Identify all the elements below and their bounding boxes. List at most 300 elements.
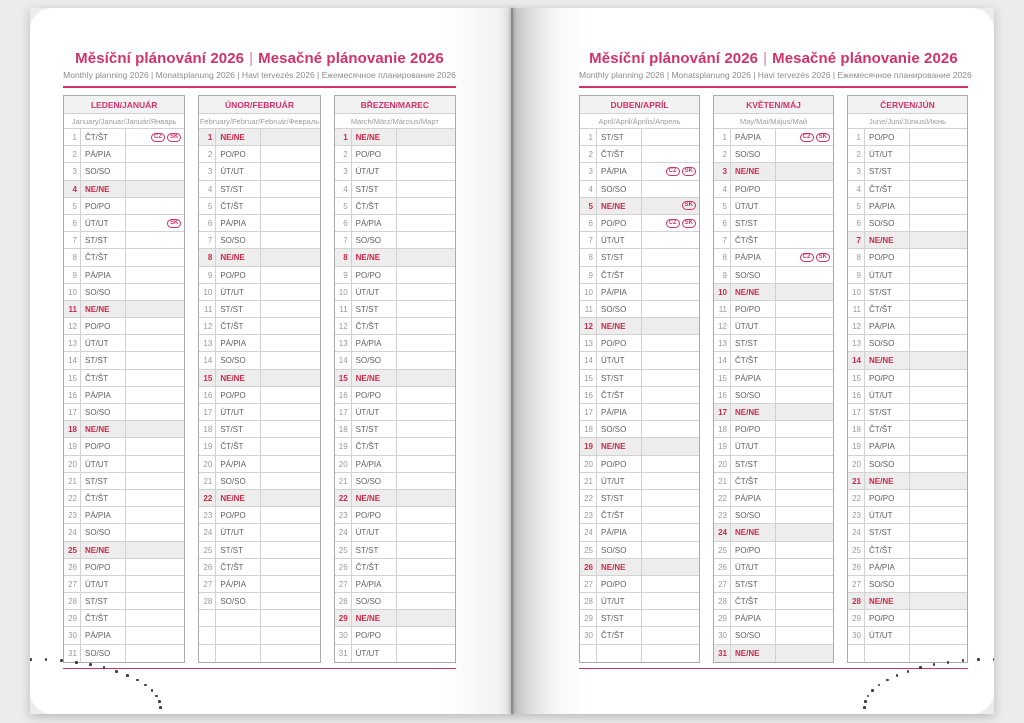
notes-cell bbox=[397, 301, 455, 317]
page-subtitle: Monthly planning 2026 | Monatsplanung 2026 | Havi tervezés 2026 | Ежемесячное планирование 2026 bbox=[63, 70, 456, 80]
day-number: 20 bbox=[64, 456, 81, 472]
day-number: 2 bbox=[199, 146, 216, 162]
day-abbr: ÚT/UT bbox=[352, 163, 397, 179]
months-row bbox=[63, 95, 456, 663]
day-row bbox=[199, 576, 319, 593]
notes-cell bbox=[642, 370, 699, 386]
day-number: 1 bbox=[848, 129, 865, 145]
day-number: 15 bbox=[335, 370, 352, 386]
month-table bbox=[334, 95, 456, 663]
notes-cell bbox=[126, 645, 184, 662]
notes-cell bbox=[397, 627, 455, 643]
day-number: 16 bbox=[64, 387, 81, 403]
day-abbr: PÁ/PIA bbox=[865, 198, 910, 214]
day-row bbox=[580, 232, 699, 249]
day-number: 28 bbox=[714, 593, 731, 609]
day-abbr: PÁ/PIA bbox=[216, 576, 261, 592]
notes-cell bbox=[642, 163, 699, 179]
day-abbr: PO/PO bbox=[216, 146, 261, 162]
day-row bbox=[848, 456, 967, 473]
day-number: 3 bbox=[580, 163, 597, 179]
day-number: 20 bbox=[580, 456, 597, 472]
day-row bbox=[580, 473, 699, 490]
day-abbr: ST/ST bbox=[597, 490, 642, 506]
day-abbr: PO/PO bbox=[865, 249, 910, 265]
day-row bbox=[199, 318, 319, 335]
notes-cell bbox=[397, 146, 455, 162]
notes-cell bbox=[642, 129, 699, 145]
day-abbr: PO/PO bbox=[865, 370, 910, 386]
notes-cell bbox=[910, 610, 967, 626]
day-number: 16 bbox=[714, 387, 731, 403]
notes-cell bbox=[642, 232, 699, 248]
notes-cell bbox=[397, 645, 455, 662]
day-row bbox=[64, 490, 184, 507]
day-number: 18 bbox=[714, 421, 731, 437]
month-languages: March/März/Március/Март bbox=[335, 114, 455, 129]
notes-cell bbox=[642, 404, 699, 420]
day-row bbox=[64, 610, 184, 627]
day-row bbox=[714, 198, 833, 215]
notes-cell bbox=[910, 370, 967, 386]
notes-cell bbox=[397, 352, 455, 368]
day-row bbox=[714, 335, 833, 352]
day-row bbox=[580, 627, 699, 644]
notes-cell bbox=[397, 370, 455, 386]
day-abbr: ST/ST bbox=[81, 593, 126, 609]
month-languages: February/Februar/Február/Февраль bbox=[199, 114, 319, 129]
notes-cell bbox=[397, 559, 455, 575]
day-abbr: PO/PO bbox=[81, 198, 126, 214]
day-abbr: PO/PO bbox=[216, 267, 261, 283]
day-number: 17 bbox=[714, 404, 731, 420]
day-row bbox=[64, 404, 184, 421]
day-row bbox=[335, 232, 455, 249]
day-abbr: ČT/ŠT bbox=[731, 352, 776, 368]
day-abbr: ČT/ŠT bbox=[865, 301, 910, 317]
day-abbr: ČT/ŠT bbox=[352, 559, 397, 575]
day-number: 27 bbox=[335, 576, 352, 592]
day-abbr: PÁ/PIA bbox=[81, 627, 126, 643]
day-row bbox=[335, 627, 455, 644]
notes-cell bbox=[642, 524, 699, 540]
day-number: 23 bbox=[199, 507, 216, 523]
day-number: 7 bbox=[64, 232, 81, 248]
notes-cell bbox=[126, 284, 184, 300]
month-languages: June/Juni/Június/Июнь bbox=[848, 114, 967, 129]
day-number: 26 bbox=[64, 559, 81, 575]
notes-cell bbox=[642, 318, 699, 334]
day-row bbox=[199, 352, 319, 369]
day-number: 8 bbox=[64, 249, 81, 265]
day-row bbox=[714, 163, 833, 180]
day-row bbox=[714, 593, 833, 610]
month-name: ÚNOR/FEBRUÁR bbox=[199, 96, 319, 114]
day-abbr: NE/NE bbox=[81, 542, 126, 558]
day-row bbox=[714, 421, 833, 438]
notes-cell bbox=[261, 421, 319, 437]
day-number: 20 bbox=[335, 456, 352, 472]
day-number: 26 bbox=[199, 559, 216, 575]
day-abbr: ST/ST bbox=[731, 215, 776, 231]
day-number: 30 bbox=[714, 627, 731, 643]
day-number bbox=[199, 645, 216, 662]
day-number: 5 bbox=[714, 198, 731, 214]
day-abbr: SO/SO bbox=[81, 284, 126, 300]
day-abbr: ČT/ŠT bbox=[352, 438, 397, 454]
notes-cell bbox=[910, 507, 967, 523]
day-abbr: ÚT/UT bbox=[352, 524, 397, 540]
notes-cell bbox=[910, 627, 967, 643]
day-number: 28 bbox=[580, 593, 597, 609]
notes-cell bbox=[776, 163, 833, 179]
top-rule bbox=[63, 86, 456, 88]
day-row bbox=[714, 249, 833, 266]
notes-cell bbox=[126, 387, 184, 403]
day-number: 22 bbox=[848, 490, 865, 506]
notes-cell bbox=[776, 438, 833, 454]
day-number: 28 bbox=[848, 593, 865, 609]
day-number: 8 bbox=[335, 249, 352, 265]
day-abbr: ČT/ŠT bbox=[597, 267, 642, 283]
day-abbr: SO/SO bbox=[216, 473, 261, 489]
day-row bbox=[335, 387, 455, 404]
notes-cell bbox=[910, 232, 967, 248]
notes-cell bbox=[776, 627, 833, 643]
day-number: 14 bbox=[335, 352, 352, 368]
day-number: 8 bbox=[714, 249, 731, 265]
day-abbr: ST/ST bbox=[865, 524, 910, 540]
notes-cell bbox=[261, 249, 319, 265]
perforation-dot bbox=[864, 700, 867, 703]
day-number: 9 bbox=[580, 267, 597, 283]
notes-cell bbox=[126, 576, 184, 592]
day-number: 9 bbox=[64, 267, 81, 283]
page-title bbox=[579, 50, 968, 67]
page-subtitle: Monthly planning 2026 | Monatsplanung 2026 | Havi tervezés 2026 | Ежемесячное планирование 2026 bbox=[579, 70, 972, 80]
notes-cell bbox=[910, 215, 967, 231]
day-number: 10 bbox=[64, 284, 81, 300]
perforation-dot bbox=[75, 661, 78, 664]
day-abbr: NE/NE bbox=[731, 404, 776, 420]
day-row bbox=[335, 576, 455, 593]
holiday-badge-sk: SK bbox=[167, 133, 181, 142]
day-row bbox=[580, 438, 699, 455]
day-number: 10 bbox=[199, 284, 216, 300]
notes-cell bbox=[126, 146, 184, 162]
notes-cell bbox=[126, 542, 184, 558]
notes-cell bbox=[776, 387, 833, 403]
day-abbr: PO/PO bbox=[352, 146, 397, 162]
notes-cell bbox=[397, 542, 455, 558]
months-row bbox=[579, 95, 968, 663]
notes-cell bbox=[126, 198, 184, 214]
day-row bbox=[580, 524, 699, 541]
day-number: 6 bbox=[64, 215, 81, 231]
month-name: BŘEZEN/MAREC bbox=[335, 96, 455, 114]
day-row bbox=[848, 249, 967, 266]
day-abbr: ST/ST bbox=[731, 335, 776, 351]
notes-cell bbox=[126, 456, 184, 472]
day-abbr bbox=[216, 645, 261, 662]
day-row bbox=[580, 198, 699, 215]
day-row bbox=[848, 232, 967, 249]
bottom-rule bbox=[63, 668, 456, 670]
holiday-badge-cz: CZ bbox=[800, 253, 814, 262]
day-row bbox=[335, 335, 455, 352]
notes-cell bbox=[126, 610, 184, 626]
day-row bbox=[580, 352, 699, 369]
notes-cell bbox=[261, 267, 319, 283]
day-abbr: ÚT/UT bbox=[597, 593, 642, 609]
day-number: 7 bbox=[714, 232, 731, 248]
notes-cell bbox=[776, 610, 833, 626]
day-number: 11 bbox=[580, 301, 597, 317]
day-number: 18 bbox=[335, 421, 352, 437]
day-abbr: PÁ/PIA bbox=[597, 163, 642, 179]
day-number: 17 bbox=[64, 404, 81, 420]
day-row bbox=[64, 473, 184, 490]
day-abbr: ČT/ŠT bbox=[597, 146, 642, 162]
day-number: 25 bbox=[199, 542, 216, 558]
day-row bbox=[64, 232, 184, 249]
notes-cell bbox=[261, 163, 319, 179]
day-row bbox=[199, 524, 319, 541]
day-row bbox=[199, 421, 319, 438]
day-row bbox=[335, 542, 455, 559]
notes-cell bbox=[397, 490, 455, 506]
day-row bbox=[64, 438, 184, 455]
day-row bbox=[335, 593, 455, 610]
day-number: 22 bbox=[335, 490, 352, 506]
notes-cell bbox=[642, 301, 699, 317]
day-row bbox=[64, 627, 184, 644]
day-abbr: NE/NE bbox=[731, 645, 776, 662]
notes-cell bbox=[261, 627, 319, 643]
day-number: 16 bbox=[335, 387, 352, 403]
day-abbr: NE/NE bbox=[81, 421, 126, 437]
day-number: 15 bbox=[580, 370, 597, 386]
day-abbr: PÁ/PIA bbox=[865, 438, 910, 454]
day-number: 21 bbox=[64, 473, 81, 489]
day-number: 14 bbox=[199, 352, 216, 368]
day-number: 19 bbox=[580, 438, 597, 454]
day-number: 24 bbox=[580, 524, 597, 540]
notes-cell bbox=[910, 129, 967, 145]
notes-cell bbox=[397, 387, 455, 403]
day-row bbox=[199, 215, 319, 232]
notes-cell bbox=[261, 370, 319, 386]
day-row bbox=[580, 146, 699, 163]
notes-cell bbox=[776, 335, 833, 351]
notes-cell bbox=[910, 524, 967, 540]
notes-cell bbox=[776, 421, 833, 437]
day-row bbox=[580, 301, 699, 318]
day-abbr: NE/NE bbox=[352, 610, 397, 626]
month-table bbox=[579, 95, 700, 663]
day-number: 6 bbox=[335, 215, 352, 231]
notes-cell bbox=[776, 524, 833, 540]
day-row bbox=[848, 404, 967, 421]
day-number: 18 bbox=[199, 421, 216, 437]
book-spine-gutter bbox=[511, 8, 513, 714]
day-row bbox=[199, 490, 319, 507]
notes-cell bbox=[397, 215, 455, 231]
day-number: 20 bbox=[848, 456, 865, 472]
day-abbr: ST/ST bbox=[216, 542, 261, 558]
month-table bbox=[63, 95, 185, 663]
notes-cell bbox=[126, 370, 184, 386]
day-abbr: SO/SO bbox=[865, 335, 910, 351]
day-row bbox=[580, 335, 699, 352]
notes-cell bbox=[776, 318, 833, 334]
day-number: 23 bbox=[714, 507, 731, 523]
day-row bbox=[335, 301, 455, 318]
notes-cell bbox=[642, 490, 699, 506]
day-number: 2 bbox=[714, 146, 731, 162]
notes-cell bbox=[776, 301, 833, 317]
day-abbr: NE/NE bbox=[597, 559, 642, 575]
day-abbr: PO/PO bbox=[81, 438, 126, 454]
day-abbr: PÁ/PIA bbox=[352, 576, 397, 592]
day-abbr: PÁ/PIA bbox=[81, 507, 126, 523]
notes-cell bbox=[261, 438, 319, 454]
notes-cell bbox=[642, 627, 699, 643]
day-row bbox=[335, 438, 455, 455]
page-title-czech: Měsíční plánování 2026 bbox=[75, 50, 245, 67]
day-abbr: SO/SO bbox=[216, 232, 261, 248]
day-number: 10 bbox=[714, 284, 731, 300]
notes-cell bbox=[261, 559, 319, 575]
day-row bbox=[199, 284, 319, 301]
notes-cell bbox=[261, 301, 319, 317]
notes-cell bbox=[910, 456, 967, 472]
day-number: 23 bbox=[335, 507, 352, 523]
day-number: 22 bbox=[199, 490, 216, 506]
day-abbr: PÁ/PIA bbox=[731, 370, 776, 386]
bottom-rule bbox=[579, 668, 968, 670]
notes-cell bbox=[910, 404, 967, 420]
day-number: 20 bbox=[199, 456, 216, 472]
day-number: 27 bbox=[714, 576, 731, 592]
day-number: 8 bbox=[848, 249, 865, 265]
day-number: 27 bbox=[199, 576, 216, 592]
holiday-badge-sk: SK bbox=[816, 133, 830, 142]
perforation-dot bbox=[158, 700, 161, 703]
day-number: 13 bbox=[199, 335, 216, 351]
day-row bbox=[714, 456, 833, 473]
notes-cell bbox=[642, 215, 699, 231]
day-number: 10 bbox=[335, 284, 352, 300]
day-abbr: SO/SO bbox=[731, 267, 776, 283]
day-abbr: ST/ST bbox=[865, 404, 910, 420]
notes-cell bbox=[642, 610, 699, 626]
notes-cell bbox=[261, 146, 319, 162]
day-number: 25 bbox=[714, 542, 731, 558]
day-abbr: NE/NE bbox=[352, 490, 397, 506]
notes-cell bbox=[397, 284, 455, 300]
day-abbr: ST/ST bbox=[352, 301, 397, 317]
day-abbr: PÁ/PIA bbox=[731, 249, 776, 265]
day-row bbox=[64, 198, 184, 215]
notes-cell bbox=[776, 593, 833, 609]
notes-cell bbox=[642, 559, 699, 575]
day-number: 19 bbox=[714, 438, 731, 454]
perforation-dot bbox=[151, 689, 154, 692]
day-row bbox=[848, 352, 967, 369]
day-row bbox=[64, 370, 184, 387]
notes-cell bbox=[642, 387, 699, 403]
day-abbr: ST/ST bbox=[597, 129, 642, 145]
perforation-dot bbox=[867, 695, 870, 698]
day-number: 22 bbox=[714, 490, 731, 506]
notes-cell bbox=[642, 438, 699, 454]
day-number: 4 bbox=[64, 181, 81, 197]
day-abbr bbox=[216, 610, 261, 626]
day-number: 4 bbox=[848, 181, 865, 197]
day-row bbox=[714, 473, 833, 490]
notes-cell bbox=[642, 146, 699, 162]
day-row bbox=[848, 610, 967, 627]
day-abbr: ST/ST bbox=[81, 473, 126, 489]
notes-cell bbox=[776, 542, 833, 558]
day-row bbox=[335, 559, 455, 576]
notes-cell bbox=[261, 610, 319, 626]
day-number: 8 bbox=[199, 249, 216, 265]
day-number: 27 bbox=[580, 576, 597, 592]
day-abbr: SO/SO bbox=[216, 593, 261, 609]
day-row bbox=[335, 507, 455, 524]
day-number: 24 bbox=[335, 524, 352, 540]
day-number bbox=[580, 645, 597, 662]
day-row bbox=[714, 559, 833, 576]
day-abbr: ÚT/UT bbox=[731, 559, 776, 575]
day-row bbox=[580, 267, 699, 284]
day-row bbox=[580, 542, 699, 559]
day-abbr: ST/ST bbox=[865, 284, 910, 300]
day-number: 19 bbox=[199, 438, 216, 454]
day-number: 6 bbox=[714, 215, 731, 231]
day-abbr: ST/ST bbox=[352, 421, 397, 437]
notes-cell bbox=[642, 198, 699, 214]
day-abbr: SO/SO bbox=[597, 301, 642, 317]
day-abbr: ČT/ŠT bbox=[81, 370, 126, 386]
day-number: 1 bbox=[580, 129, 597, 145]
notes-cell bbox=[261, 198, 319, 214]
day-abbr: SO/SO bbox=[865, 576, 910, 592]
notes-cell bbox=[776, 490, 833, 506]
notes-cell bbox=[397, 507, 455, 523]
day-abbr: PO/PO bbox=[352, 507, 397, 523]
day-row bbox=[335, 215, 455, 232]
day-row bbox=[848, 421, 967, 438]
day-number: 1 bbox=[199, 129, 216, 145]
day-abbr: PO/PO bbox=[865, 490, 910, 506]
day-row bbox=[64, 352, 184, 369]
day-abbr: SO/SO bbox=[597, 181, 642, 197]
day-row bbox=[714, 542, 833, 559]
day-row bbox=[714, 301, 833, 318]
notes-cell bbox=[261, 335, 319, 351]
perforation-dot bbox=[115, 670, 118, 673]
day-number: 12 bbox=[714, 318, 731, 334]
holiday-badge-cz: CZ bbox=[666, 167, 680, 176]
notes-cell bbox=[397, 198, 455, 214]
notes-cell bbox=[126, 301, 184, 317]
day-number: 19 bbox=[64, 438, 81, 454]
day-abbr: PÁ/PIA bbox=[216, 335, 261, 351]
notes-cell bbox=[776, 198, 833, 214]
